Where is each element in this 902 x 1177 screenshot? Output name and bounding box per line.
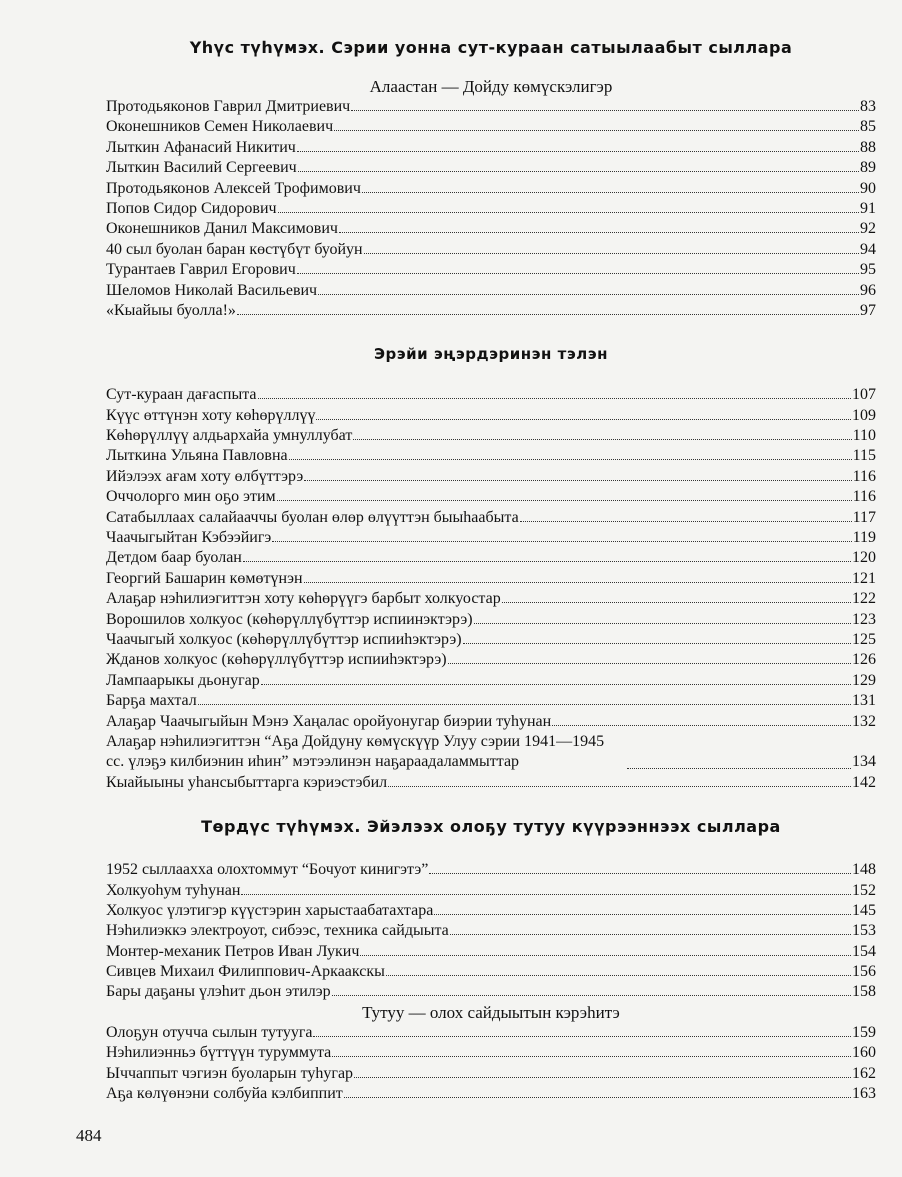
toc-entry-page: 158	[852, 983, 876, 1001]
toc-list	[106, 97, 876, 321]
toc-entry-title: Кыайыыны уһансыбыттарга кэриэстэбил	[106, 773, 388, 791]
toc-entry	[106, 773, 876, 793]
toc-entry-title: Оконешников Данил Максимович	[106, 220, 338, 238]
toc-entry-title: Оконешников Семен Николаевич	[106, 118, 334, 136]
toc-entry	[106, 467, 876, 487]
page-number: 484	[76, 1126, 102, 1145]
toc-entry-title: Барҕа махтал	[106, 692, 197, 710]
leader-dots	[502, 602, 851, 603]
toc-entry-page: 132	[852, 712, 876, 730]
toc-entry-title: Холкуоһум туһунан	[106, 881, 241, 899]
leader-dots	[339, 232, 859, 233]
toc-entry-page: 152	[852, 881, 876, 899]
leader-dots	[237, 314, 859, 315]
leader-dots	[362, 192, 859, 193]
toc-entry-title: Детдом баар буолан	[106, 549, 242, 567]
toc-entry-page: 134	[852, 753, 876, 771]
toc-entry-title: Көһөрүллүү алдьархайа умнуллубат	[106, 427, 353, 445]
toc-entry-page: 109	[852, 406, 876, 424]
leader-dots	[243, 561, 851, 562]
leader-dots	[386, 975, 851, 976]
toc-entry-page: 115	[852, 447, 876, 465]
leader-dots	[297, 273, 859, 274]
toc-entry	[106, 860, 876, 880]
toc-entry	[106, 219, 876, 239]
toc-entry-page: 116	[852, 488, 876, 506]
toc-entry	[106, 962, 876, 982]
toc-entry-page: 117	[852, 508, 876, 526]
part-heading: Үһүс түһүмэх. Сэрии уонна сут-кураан сатыылаабыт сыллара	[189, 38, 793, 57]
toc-entry-page: 162	[852, 1064, 876, 1082]
toc-entry-title: Алаҕар нэһилиэгиттэн “Аҕа Дойдуну көмүскүүр Улуу сэрии 1941—1945 сс. үлэҕэ килбиэнин иһин” мэтээлинэн наҕараадаламмыттар	[106, 732, 605, 771]
leader-dots	[297, 151, 859, 152]
toc-entry	[106, 97, 876, 117]
toc-entry-page: 120	[852, 549, 876, 567]
toc-entry-page: 90	[860, 179, 876, 197]
toc-entry	[106, 610, 876, 630]
toc-entry	[106, 240, 876, 260]
toc-entry-page: 96	[860, 281, 876, 299]
toc-entry	[106, 179, 876, 199]
toc-entry-title: Лампаарыкы дьонугар	[106, 671, 260, 689]
toc-entry-title: Шеломов Николай Васильевич	[106, 281, 318, 299]
leader-dots	[289, 459, 852, 460]
leader-dots	[429, 873, 851, 874]
toc-entry-page: 97	[860, 301, 876, 319]
toc-entry	[106, 671, 876, 691]
leader-dots	[316, 419, 851, 420]
toc-entry-page: 83	[860, 98, 876, 115]
toc-list	[106, 860, 876, 1003]
leader-dots	[364, 253, 859, 254]
toc-entry	[106, 589, 876, 609]
toc-entry-title: Оччолорго мин оҕо этим	[106, 488, 276, 506]
leader-dots	[304, 582, 851, 583]
toc-entry-title: 40 сыл буолан баран көстүбүт буойун	[106, 240, 363, 258]
toc-entry-page: 89	[860, 159, 876, 177]
toc-entry-title: Лыткина Ульяна Павловна	[106, 447, 288, 465]
toc-entry-page: 95	[860, 261, 876, 279]
toc-entry-title: Сатабыллаах салайааччы буолан өлөр өлүүттэн быыһаабыта	[106, 508, 519, 526]
leader-dots	[360, 955, 851, 956]
toc-entry	[106, 138, 876, 158]
toc-entry-page: 125	[852, 630, 876, 648]
leader-dots	[318, 294, 859, 295]
toc-entry-page: 119	[852, 529, 876, 547]
toc-entry-title: Протодьяконов Алексей Трофимович	[106, 179, 361, 197]
toc-entry	[106, 508, 876, 528]
leader-dots	[198, 704, 851, 705]
leader-dots	[344, 1097, 851, 1098]
toc-entry-page: 156	[852, 963, 876, 981]
leader-dots	[241, 894, 851, 895]
toc-entry-page: 163	[852, 1085, 876, 1103]
toc-entry-page: 153	[852, 922, 876, 940]
toc-entry-title: Чаачыгыйтан Кэбээйигэ	[106, 529, 272, 547]
toc-entry-page: 94	[860, 240, 876, 258]
toc-entry-title: 1952 сыллааххa олохтоммут “Бочуот кинигэтэ”	[106, 861, 429, 879]
part-heading: Төрдүс түһүмэх. Эйэлээх олоҕу тутуу күүрээннээх сыллара	[201, 817, 781, 837]
toc-entry	[106, 901, 876, 921]
toc-entry	[106, 260, 876, 280]
toc-entry-title: Бары даҕаны үлэһит дьон этилэр	[106, 983, 331, 1001]
leader-dots	[463, 643, 851, 644]
toc-entry-page: 91	[860, 199, 876, 217]
toc-entry-title: Алаҕар Чаачыгыйын Мэнэ Хаңалас оройуонугар биэрии туһунан	[106, 712, 552, 730]
toc-entry	[106, 117, 876, 137]
toc-entry-page: 107	[852, 386, 876, 404]
toc-entry-page: 92	[860, 220, 876, 238]
leader-dots	[332, 995, 851, 996]
toc-entry-title: Нэһилиэнньэ бүттүүн туруммута	[106, 1044, 332, 1062]
table-of-contents	[106, 38, 876, 1104]
toc-entry-title: Ийэлээх ағам хоту өлбүттэрэ	[106, 467, 304, 485]
toc-entry	[106, 426, 876, 446]
toc-entry-page: 148	[852, 861, 876, 879]
toc-entry	[106, 712, 876, 732]
toc-entry-page: 159	[852, 1023, 876, 1041]
toc-entry-page: 129	[852, 671, 876, 689]
toc-entry-title: Күүс өттүнэн хоту көһөрүллүү	[106, 406, 316, 424]
toc-entry	[106, 1064, 876, 1084]
leader-dots	[448, 663, 851, 664]
toc-entry-title: Попов Сидор Сидорович	[106, 199, 277, 217]
toc-entry	[106, 732, 876, 773]
toc-entry-title: Протодьяконов Гаврил Дмитриевич	[106, 98, 351, 115]
toc-entry-title: Нэһилиэккэ электроуот, сибээс, техника сайдыыта	[106, 922, 449, 940]
leader-dots	[272, 541, 851, 542]
toc-entry-title: Турантаев Гаврил Егорович	[106, 261, 296, 279]
toc-entry-title: Георгий Башарин көмөтүнэн	[106, 569, 303, 587]
leader-dots	[354, 1077, 851, 1078]
leader-dots	[450, 934, 851, 935]
toc-entry-title: Олоҕун отучча сылын тутууга	[106, 1023, 313, 1041]
toc-entry-page: 126	[852, 651, 876, 669]
leader-dots	[261, 684, 851, 685]
leader-dots	[334, 130, 859, 131]
toc-entry	[106, 1043, 876, 1063]
toc-entry	[106, 301, 876, 321]
toc-entry	[106, 487, 876, 507]
toc-entry	[106, 548, 876, 568]
toc-entry	[106, 982, 876, 1002]
toc-list	[106, 1023, 876, 1105]
toc-entry-title: Сивцев Михаил Филиппович-Аркаакскы	[106, 963, 385, 981]
toc-entry-title: Жданов холкуос (көһөрүллүбүттэр испииһэктэрэ)	[106, 651, 447, 669]
toc-entry-page: 142	[852, 773, 876, 791]
leader-dots	[474, 623, 851, 624]
toc-entry-title: Лыткин Василий Сергеевич	[106, 159, 297, 177]
toc-entry-page: 123	[852, 610, 876, 628]
leader-dots	[434, 914, 851, 915]
leader-dots	[258, 398, 851, 399]
toc-entry	[106, 528, 876, 548]
toc-entry	[106, 630, 876, 650]
toc-entry	[106, 281, 876, 301]
leader-dots	[313, 1036, 851, 1037]
toc-entry	[106, 1023, 876, 1043]
toc-entry-page: 122	[852, 590, 876, 608]
leader-dots	[627, 768, 851, 769]
toc-entry-title: Ворошилов холкуос (көһөрүллүбүттэр испиинэктэрэ)	[106, 610, 473, 628]
toc-entry-page: 85	[860, 118, 876, 136]
leader-dots	[332, 1056, 851, 1057]
toc-entry	[106, 1084, 876, 1104]
toc-entry	[106, 199, 876, 219]
toc-entry	[106, 650, 876, 670]
leader-dots	[278, 212, 859, 213]
leader-dots	[298, 171, 859, 172]
toc-entry-page: 121	[852, 569, 876, 587]
toc-entry	[106, 385, 876, 405]
toc-entry	[106, 406, 876, 426]
toc-entry-title: Сут-кураан дағаспыта	[106, 386, 257, 404]
toc-entry-title: Аҕа көлүөнэни солбуйа кэлбиппит	[106, 1085, 343, 1103]
toc-entry	[106, 446, 876, 466]
section-heading: Эрэйи эңэрдэринэн тэлэн	[374, 345, 608, 364]
leader-dots	[552, 725, 851, 726]
toc-entry-title: Холкуос үлэтигэр күүстэрин харыстаабатахтара	[106, 901, 434, 919]
toc-entry-page: 116	[852, 467, 876, 485]
toc-entry-title: Монтер-механик Петров Иван Лукич	[106, 942, 360, 960]
section-subheading: Алаастан — Дойду көмүскэлигэр	[369, 77, 613, 96]
toc-list	[106, 385, 876, 793]
leader-dots	[388, 786, 851, 787]
leader-dots	[520, 521, 852, 522]
toc-entry-title: Чаачыгый холкуос (көһөрүллүбүттэр испииһэктэрэ)	[106, 630, 462, 648]
toc-entry-title: Лыткин Афанасий Никитич	[106, 138, 296, 156]
leader-dots	[351, 110, 859, 111]
toc-entry-page: 145	[852, 901, 876, 919]
toc-entry-page: 160	[852, 1044, 876, 1062]
toc-entry	[106, 691, 876, 711]
leader-dots	[304, 480, 851, 481]
toc-entry-title: Алаҕар нэһилиэгиттэн хоту көһөрүүгэ барбыт холкуостар	[106, 590, 501, 608]
leader-dots	[277, 500, 852, 501]
section-subheading: Тутуу — олох сайдыытын кэрэһитэ	[362, 1002, 620, 1022]
toc-entry-page: 110	[852, 427, 876, 445]
toc-entry-page: 131	[852, 692, 876, 710]
toc-entry	[106, 881, 876, 901]
toc-entry	[106, 569, 876, 589]
toc-entry-title: «Кыайыы буолла!»	[106, 301, 236, 319]
toc-entry	[106, 921, 876, 941]
leader-dots	[353, 439, 851, 440]
toc-entry-title: Ыччаппыт чэгиэн буоларын туһугар	[106, 1064, 354, 1082]
toc-entry	[106, 158, 876, 178]
toc-entry-page: 154	[852, 942, 876, 960]
toc-entry-page: 88	[860, 138, 876, 156]
toc-entry	[106, 942, 876, 962]
